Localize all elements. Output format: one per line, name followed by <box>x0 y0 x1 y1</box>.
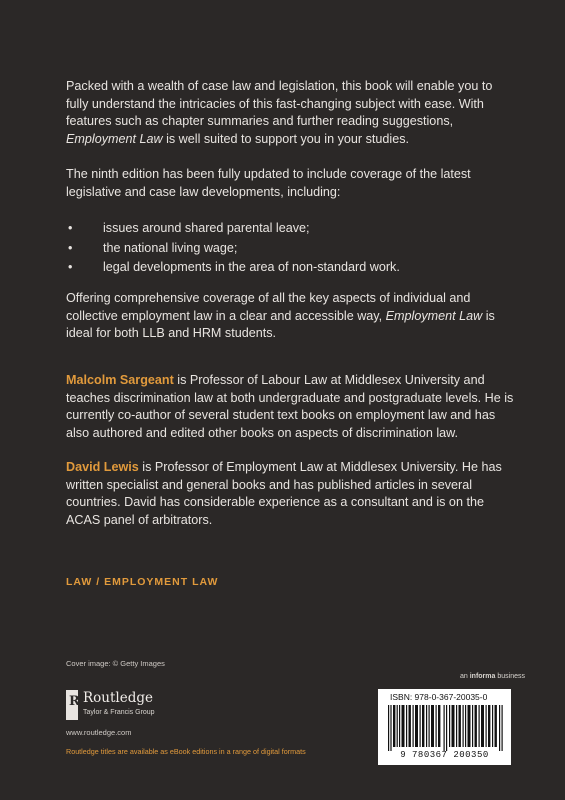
update-bullet-list <box>66 219 516 278</box>
intro-paragraph-2: The ninth edition has been fully updated to include coverage of the latest legislative and case law developments, including: <box>66 167 471 199</box>
intro-paragraph-3: Offering comprehensive coverage of all the key aspects of individual and collective employment law in a clear and accessible way, Employment Law is ideal for both LLB and HRM students. <box>66 291 495 340</box>
list-item: • issues around shared parental leave; <box>66 219 516 239</box>
cover-credit: Cover image: © Getty Images <box>66 659 165 668</box>
isbn-label: ISBN: 978-0-367-20035-0 <box>390 692 488 702</box>
intro-text: Packed with a wealth of case law and legislation, this book will enable you to fully understand the intricacies of this fast-changing subject with ease. With features such as chapter summaries and further reading suggestions, <box>66 79 493 128</box>
publisher-group: Taylor & Francis Group <box>83 709 155 716</box>
isbn-barcode-panel <box>378 689 511 765</box>
author-name: Malcolm Sargeant <box>66 373 174 387</box>
list-item: • the national living wage; <box>66 239 516 259</box>
publisher-name: Routledge <box>83 690 153 706</box>
intro-paragraph-1 <box>66 78 516 148</box>
barcode-number: 9 780367 200350 <box>400 750 489 760</box>
ebook-note: Routledge titles are available as eBook editions in a range of digital formats <box>66 747 306 756</box>
book-title-italic: Employment Law <box>385 308 483 323</box>
book-title-italic: Employment Law <box>66 131 163 146</box>
list-item: • legal developments in the area of non-standard work. <box>66 258 516 278</box>
routledge-logo <box>66 690 196 732</box>
author-bio-lewis: David Lewis is Professor of Employment Law at Middlesex University. He has written specialist and general books and has published articles in several countries. David has considerable experience as a consultant and is on the ACAS panel of arbitrators. <box>66 460 502 527</box>
routledge-r-icon: R <box>66 690 78 720</box>
subject-category: LAW / EMPLOYMENT LAW <box>66 576 219 588</box>
publisher-url[interactable]: www.routledge.com <box>66 728 132 737</box>
barcode-icon <box>388 705 503 751</box>
intro-text-end: is well suited to support you in your studies. <box>162 131 409 146</box>
author-name: David Lewis <box>66 460 139 474</box>
author-bio-sargeant: Malcolm Sargeant is Professor of Labour Law at Middlesex University and teaches discrimination law at both undergraduate and postgraduate levels. He is currently co-author of several student text books on employment law and has also authored and edited other books on aspects of discrimination law. <box>66 373 514 440</box>
bullet-icon: • <box>68 221 73 235</box>
bullet-icon: • <box>68 240 73 255</box>
informa-tagline: an informa business <box>460 673 525 680</box>
bullet-icon: • <box>68 260 73 274</box>
